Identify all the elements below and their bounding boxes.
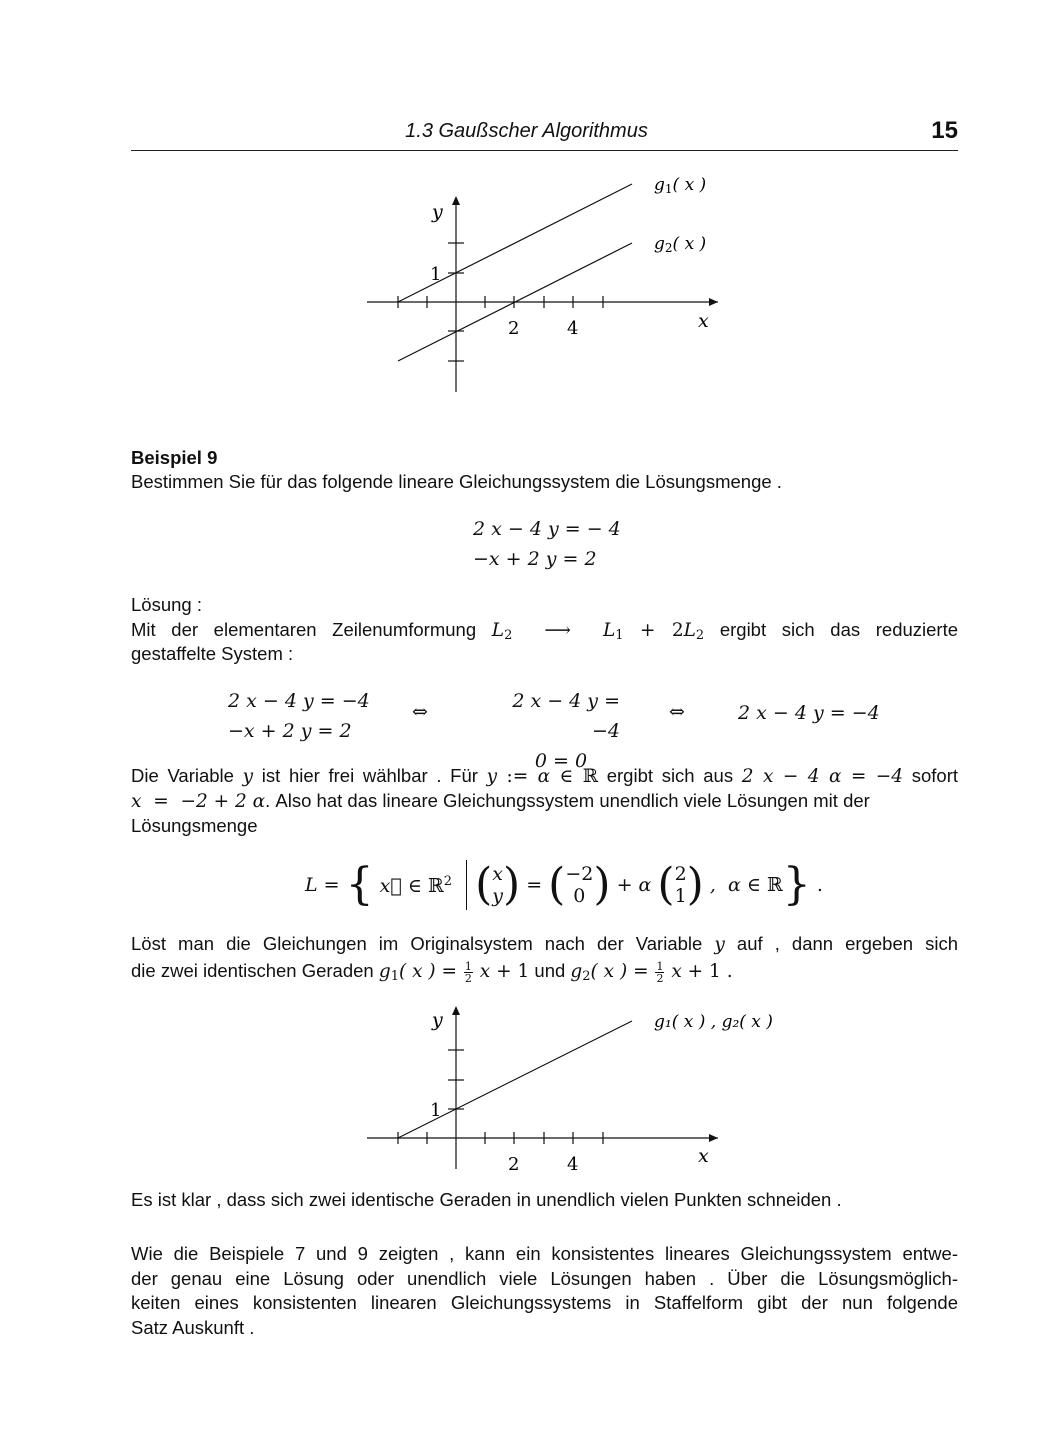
fig1-y-label: y [432,201,443,223]
fig1-tick-1: 1 [430,264,442,285]
reduced-system-right: 2 x − 4 y = −4 [738,702,880,724]
paragraph-3-line-2: die zwei identischen Geraden $g_1$( x ) = $\frac{1}{2}$ x + 1 und $g_2$( x ) = $\frac{1}{2}$ x + 1 . [131,959,733,985]
equation-1: 2 x − 4 y = − 4 [473,518,621,540]
paragraph-5: Wie die Beispiele 7 und 9 zeigten , kann ein konsistentes lineares Gleichungssystem entwe- der genau eine Lösung oder unendlich viele Lösungen haben . Über die Lösungsmöglich- keiten eines konsistenten linearen Gleichungssystems in Staffelform gibt der nun folgende Satz Auskunft . [131,1243,958,1338]
fig1-x-label: x [698,310,709,332]
fig1-tick-2: 2 [508,318,520,339]
fig2-tick-2: 2 [508,1154,520,1175]
paragraph-2-line-1: Die Variable y ist hier frei wählbar . Für y := α ∈ ℝ ergibt sich aus 2 x − 4 α = −4 sofort [131,765,959,787]
fig1-tick-4: 4 [567,318,579,339]
running-header: 1.3 Gaußscher Algorithmus [405,120,648,142]
figure-1 [0,0,1053,420]
paragraph-3-line-1: Löst man die Gleichungen im Originalsystem nach der Variable y auf , dann ergeben sich [131,933,959,955]
example-title: Beispiel 9 [131,447,218,468]
equiv-symbol-2: ⇔ [669,701,685,723]
reduced-system-middle: 2 x − 4 y = −4 0 = 0 [512,690,620,772]
fig2-y-arrow [452,1006,460,1015]
equation-2: −x + 2 y = 2 [473,548,597,570]
fig1-label-g1: g1( x ) [654,175,707,196]
fig2-tick-4: 4 [567,1154,579,1175]
solution-label: Lösung : [131,594,202,615]
paragraph-2-line-2: x = −2 + 2 α. Also hat das lineare Gleichungssystem unendlich viele Lösungen mit der [131,790,870,812]
paragraph-1-line-1: Mit der elementaren Zeilenumformung $L_2$ ⟶ $L_1 + 2L_2$ ergibt sich das reduzierte [131,619,959,643]
reduced-system-left: 2 x − 4 y = −4 −x + 2 y = 2 [228,690,370,742]
paragraph-1-line-2: gestaffelte System : [131,643,294,664]
fig2-tick-1: 1 [430,1100,442,1121]
fig2-x-label: x [698,1145,709,1167]
fig1-y-arrow [452,196,460,205]
paragraph-4: Es ist klar , dass sich zwei identische Geraden in unendlich vielen Punkten schneiden . [131,1189,842,1210]
example-intro: Bestimmen Sie für das folgende lineare Gleichungssystem die Lösungsmenge . [131,471,782,492]
fig1-x-arrow [709,298,718,306]
fig2-line-label: g₁( x ) , g₂( x ) [654,1012,773,1032]
solution-set-formula: L = { x⃗ ∈ ℝ$^2$ ( x y ) = ( −2 0 ) + α ( 2 1 ) , α ∈ ℝ } . [305,859,823,910]
equation-system [473,514,621,574]
fig1-label-g2: g2( x ) [654,234,707,255]
fig2-x-arrow [709,1134,718,1142]
equiv-symbol-1: ⇔ [412,701,428,723]
page-number: 15 [931,117,958,144]
paragraph-2-line-3: Lösungsmenge [131,815,258,836]
figure-2 [0,990,1053,1180]
fig2-y-label: y [432,1009,443,1031]
